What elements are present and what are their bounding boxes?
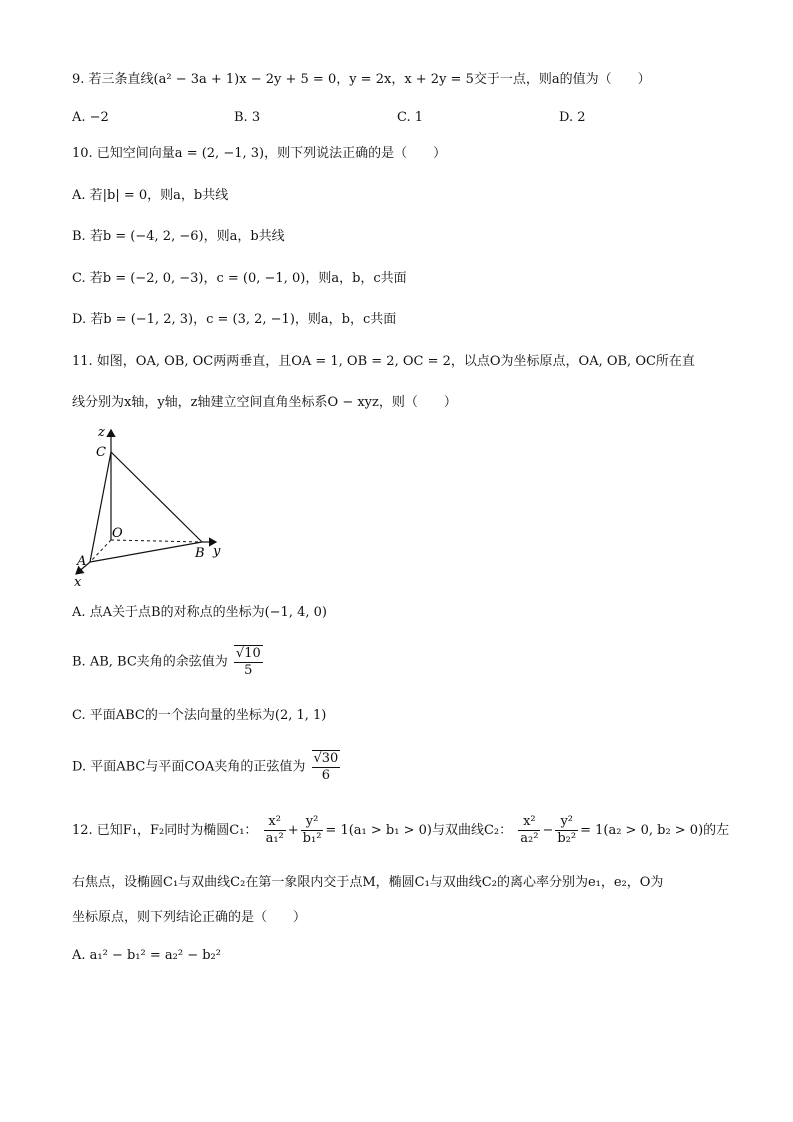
hyperbola-term-y [555,814,578,847]
ellipse-term-y-den: b₁² [302,831,322,846]
q12-stem-line1 [72,814,729,847]
q11-option-b-text: B. AB, BC夹角的余弦值为 [72,654,228,670]
q11-option-d-numerator: √30 [313,751,339,766]
q11-option-d-text: D. 平面ABC与平面COA夹角的正弦值为 [72,759,306,775]
ellipse-term-x [264,814,286,847]
label-y: y [213,544,221,559]
ellipse-term-x-den: a₁² [265,831,284,846]
label-c: C [96,445,106,460]
q11-option-b-denominator: 5 [244,663,253,678]
q11-option-c: C. 平面ABC的一个法向量的坐标为(2, 1, 1) [72,708,327,723]
q11-option-b [72,645,265,679]
hyperbola-term-y-num: y² [555,814,578,831]
q12-option-a: A. a₁² − b₁² = a₂² − b₂² [72,948,221,963]
q9-stem: 9. 若三条直线(a² − 3a + 1)x − 2y + 5 = 0，y = 2x，x + 2y = 5交于一点，则a的值为（ ） [72,72,651,87]
label-a: A [77,554,87,569]
q10-stem: 10. 已知空间向量a = (2, −1, 3)，则下列说法正确的是（ ） [72,146,447,161]
coordinate-figure [68,422,228,587]
q12-stem-end: = 1(a₂ > 0, b₂ > 0)的左 [580,823,730,838]
q11-stem-line2: 线分别为x轴，y轴，z轴建立空间直角坐标系O − xyz，则（ ） [72,395,457,410]
segment-ob [111,540,202,542]
segment-ca [90,452,111,562]
hyperbola-minus: − [542,823,554,838]
q11-stem-line1: 11. 如图，OA, OB, OC两两垂直，且OA = 1, OB = 2, OC = 2，以点O为坐标原点，OA, OB, OC所在直 [72,354,695,369]
q12-stem-line3: 坐标原点，则下列结论正确的是（ ） [72,910,307,925]
q9-option-b: B. 3 [234,110,261,125]
q10-option-d: D. 若b = (−1, 2, 3)，c = (3, 2, −1)，则a，b，c共面 [72,312,397,327]
q10-option-b: B. 若b = (−4, 2, −6)，则a，b共线 [72,229,285,244]
q11-option-d-fraction [312,750,341,784]
label-x: x [74,575,82,587]
hyperbola-term-x [518,814,540,847]
ellipse-plus: + [287,823,299,838]
q11-option-b-numerator: √10 [235,646,261,661]
label-o: O [112,526,123,541]
ellipse-term-y-num: y² [301,814,324,831]
q11-option-b-fraction [234,645,263,679]
hyperbola-term-x-num: x² [518,814,540,831]
q9-option-c: C. 1 [397,110,424,125]
label-z: z [98,425,105,440]
q12-stem-line2: 右焦点，设椭圆C₁与双曲线C₂在第一象限内交于点M，椭圆C₁与双曲线C₂的离心率分别为e₁，e₂，O为 [72,875,664,890]
q12-stem-pre: 12. 已知F₁，F₂同时为椭圆C₁： [72,823,258,838]
q9-option-a: A. −2 [72,110,109,125]
q11-option-a: A. 点A关于点B的对称点的坐标为(−1, 4, 0) [72,605,327,620]
ellipse-term-x-num: x² [264,814,286,831]
ellipse-term-y [301,814,324,847]
q10-option-c: C. 若b = (−2, 0, −3)，c = (0, −1, 0)，则a，b，c共面 [72,271,407,286]
hyperbola-term-x-den: a₂² [520,831,539,846]
q11-option-d-denominator: 6 [321,768,331,783]
label-b: B [195,546,205,561]
q11-option-d [72,750,342,784]
segment-cb [111,452,202,542]
q12-stem-mid: = 1(a₁ > b₁ > 0)与双曲线C₂： [325,823,513,838]
hyperbola-term-y-den: b₂² [557,831,577,846]
q10-option-a: A. 若|b| = 0，则a，b共线 [72,188,229,203]
q9-option-d: D. 2 [559,110,586,125]
